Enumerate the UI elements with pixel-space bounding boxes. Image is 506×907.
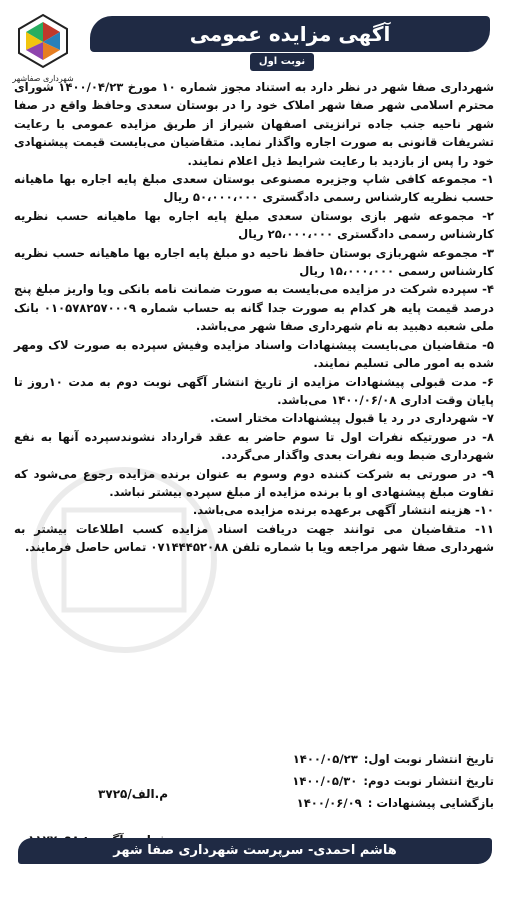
condition-item: ۴- سپرده شرکت در مزایده می‌بایست به صورت ضمانت نامه بانکی ویا واریز مبلغ پنج درصد قیمت پایه هر کدام به صورت جدا گانه به حساب شماره ۰۱۰۵۷۸۲۵۷۰۰۰۹ بانک ملی شعبه دهبید به نام شهرداری صفا شهر می‌باشد. [14, 282, 494, 334]
condition-item: ۶- مدت قبولی پیشنهادات مزایده از تاریخ انتشار آگهی نوبت دوم به مدت ۱۰روز تا پایان وقت اداری ۱۴۰۰/۰۶/۰۸ می‌باشد. [14, 374, 494, 407]
condition-item: ۷- شهرداری در رد یا قبول پیشنهادات مختار است. [210, 411, 494, 426]
date-value: ۱۴۰۰/۰۶/۰۹ [296, 796, 362, 810]
condition-item: ۱۱- متقاضیان می توانند جهت دریافت اسناد مزایده کسب اطلاعات بیشتر به شهرداری صفا شهر مراجعه ویا با شماره تلفن ۰۷۱۴۴۴۵۲۰۸۸ تماس حاصل فرمایند. [14, 521, 494, 555]
condition-item: ۲- مجموعه شهر بازی بوستان سعدی مبلغ پایه اجاره بها ماهیانه حسب نظریه کارشناس رسمی دادگستری ۲۵،۰۰۰،۰۰۰ ریال [14, 208, 494, 242]
condition-item: ۱۰- هزینه انتشار آگهی برعهده برنده مزایده می‌باشد. [192, 503, 494, 518]
date-row [14, 748, 494, 770]
signature-footer: هاشم احمدی- سرپرست شهرداری صفا شهر [18, 838, 492, 864]
ad-header [12, 12, 494, 83]
date-value: ۱۴۰۰/۰۵/۳۰ [292, 774, 358, 788]
date-label: بازگشایی پیشنهادات : [367, 796, 494, 810]
condition-item: ۸- در صورتیکه نفرات اول تا سوم حاضر به عقد قرارداد نشوندسپرده آنها به نفع شهرداری ضبط وبه نفرات بعدی واگذار می‌گردد. [14, 429, 494, 463]
condition-item: ۳- مجموعه شهربازی بوستان حافظ ناحیه دو مبلغ پایه اجاره بها ماهیانه حسب نظریه کارشناس رسمی ۱۵،۰۰۰،۰۰۰ ریال [14, 245, 494, 279]
condition-item: ۹- در صورتی به شرکت کننده دوم وسوم به عنوان برنده مزایده رجوع می‌شود که تفاوت مبلغ پیشنهادی او با برنده مزایده از مبلغ سپرده بیشتر نباشد. [14, 466, 494, 499]
ad-body [14, 78, 494, 557]
logo-caption: شهرداری صفاشهر [12, 74, 74, 83]
title-banner [90, 16, 490, 52]
intro-paragraph: شهرداری صفا شهر در نظر دارد به استناد مجوز شماره ۱۰ مورخ ۱۴۰۰/۰۴/۲۳ شورای محترم اسلامی شهر صفا شهر املاک خود را در بوستان سعدی وحافظ واقع در صفا شهر ناحیه جنب جاده ترانزیتی اصفهان شیراز از طریق مزایده عمومی با رعایت تشریفات قانونی به صورت اجاره واگذار نماید. متقاضیان می‌بایست قیمت پیشنهادی خود را پس از بازدید با رعایت شرایط ذیل اعلام نمایند. [14, 80, 494, 168]
municipality-logo [12, 12, 74, 83]
date-value: ۱۴۰۰/۰۵/۲۳ [292, 752, 358, 766]
date-label: تاریخ انتشار نوبت اول: [363, 752, 494, 766]
condition-item: ۱- مجموعه کافی شاپ وجزیره مصنوعی بوستان سعدی مبلغ پایه اجاره بها ماهیانه حسب نظریه کارشناس رسمی دادگستری ۵۰،۰۰۰،۰۰۰ ریال [14, 172, 494, 205]
reference-code: م.الف/۳۷۲۵ [98, 787, 168, 801]
round-badge: نوبت اول [250, 53, 314, 71]
logo-icon [14, 12, 72, 70]
ad-title: آگهی مزایده عمومی [189, 22, 391, 46]
date-label: تاریخ انتشار نوبت دوم: [363, 774, 494, 788]
condition-item: ۵- متقاضیان می‌بایست پیشنهادات واسناد مزایده وفیش سپرده به صورت لاک ومهر شده به امور مالی تسلیم نمایند. [14, 337, 494, 371]
